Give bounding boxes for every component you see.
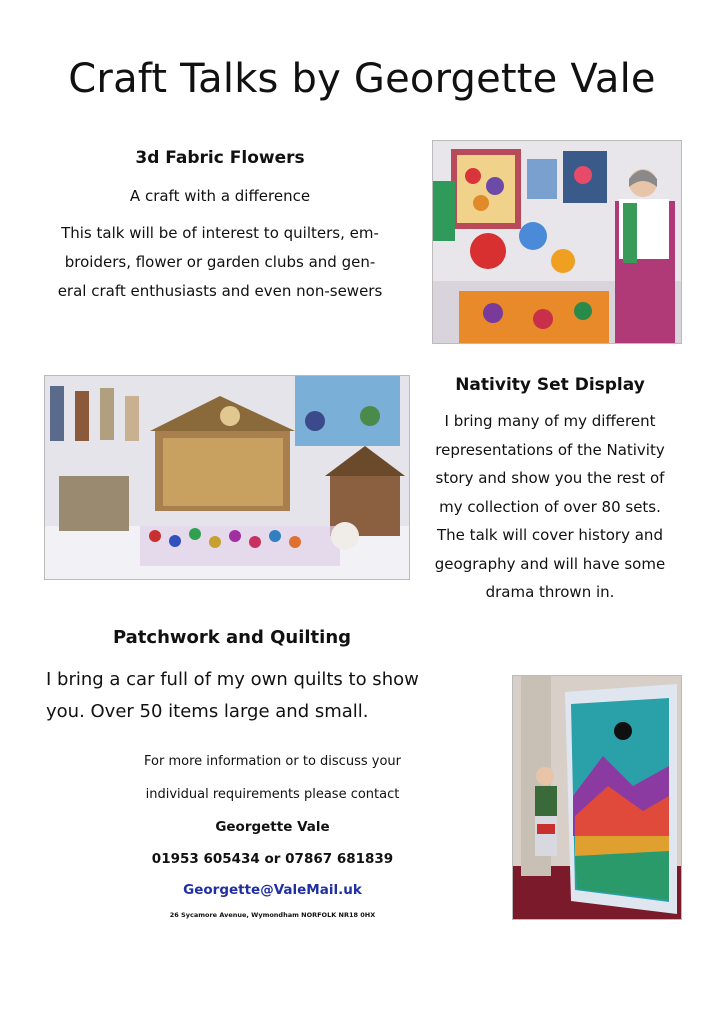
fabric-line: broiders, flower or garden clubs and gen-: [64, 253, 376, 271]
fabric-flowers-heading: 3d Fabric Flowers: [135, 148, 305, 168]
contact-name: Georgette Vale: [215, 819, 330, 835]
nativity-line: geography and will have some: [434, 554, 666, 573]
fabric-flowers-description: [40, 219, 400, 306]
fabric-line: This talk will be of interest to quilters, em-: [61, 224, 379, 242]
fabric-line: eral craft enthusiasts and even non-sewers: [57, 282, 383, 300]
nativity-description: [420, 407, 680, 607]
nativity-line: The talk will cover history and: [437, 526, 663, 544]
nativity-heading: Nativity Set Display: [455, 375, 645, 395]
contact-line-1: For more information or to discuss your: [144, 754, 401, 769]
nativity-line: representations of the Nativity: [435, 440, 665, 459]
page-title: Craft Talks by Georgette Vale: [68, 56, 656, 102]
nativity-line: my collection of over 80 sets.: [439, 497, 661, 516]
contact-email-link[interactable]: Georgette@ValeMail.uk: [183, 882, 362, 898]
nativity-photo: [44, 375, 410, 580]
fabric-flowers-photo: [432, 140, 682, 344]
patchwork-description: [46, 664, 466, 728]
nativity-line: story and show you the rest of: [435, 469, 665, 487]
patchwork-line: you. Over 50 items large and small.: [46, 701, 369, 722]
quilt-photo: [512, 675, 682, 920]
nativity-line: drama thrown in.: [485, 583, 615, 601]
patchwork-heading: Patchwork and Quilting: [112, 627, 352, 648]
contact-phones: 01953 605434 or 07867 681839: [151, 851, 394, 867]
fabric-flowers-subheading: A craft with a difference: [129, 187, 311, 205]
contact-address: 26 Sycamore Avenue, Wymondham NORFOLK NR18 0HX: [169, 911, 376, 919]
nativity-line: I bring many of my different: [444, 412, 656, 430]
patchwork-line: I bring a car full of my own quilts to show: [46, 669, 419, 690]
contact-line-2: individual requirements please contact: [145, 787, 400, 802]
